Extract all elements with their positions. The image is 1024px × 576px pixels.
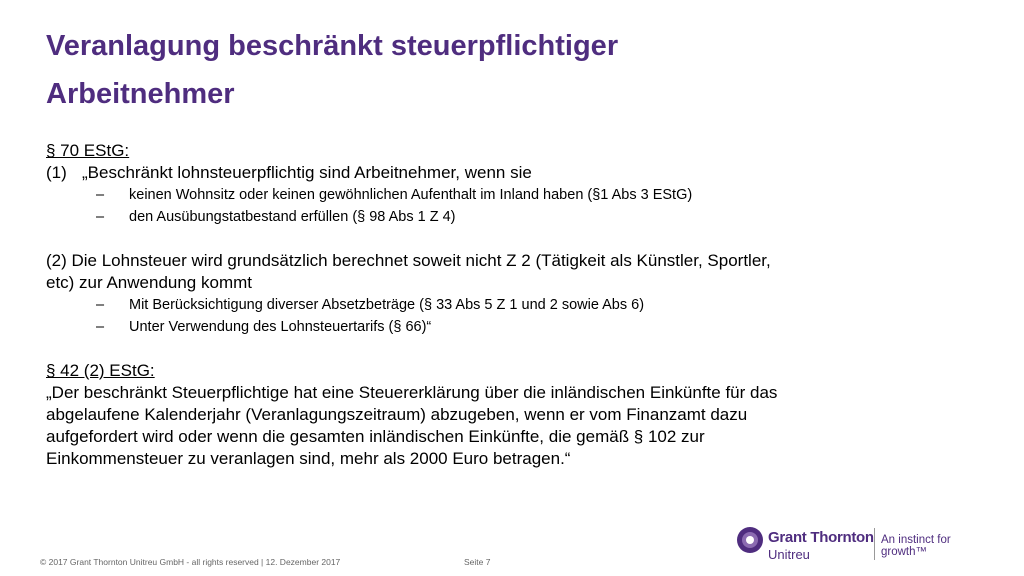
page-number: Seite 7	[464, 557, 491, 567]
logo-sub: Unitreu	[768, 547, 810, 562]
bullet-item	[46, 206, 966, 228]
bullet-item	[46, 316, 966, 338]
bullet-text: Unter Verwendung des Lohnsteuertarifs (§ 66)“	[129, 319, 432, 335]
logo-tagline: An instinct for growth™	[881, 534, 951, 558]
paragraph-2-line-1: (2) Die Lohnsteuer wird grundsätzlich berechnet soweit nicht Z 2 (Tätigkeit als Künstler, Sportler,	[46, 251, 771, 270]
section-heading-70-estg: § 70 EStG:	[46, 141, 130, 160]
section-heading-42-estg: § 42 (2) EStG:	[46, 361, 155, 380]
paragraph-1	[46, 162, 966, 184]
bullet-text: keinen Wohnsitz oder keinen gewöhnlichen Aufenthalt im Inland haben (§1 Abs 3 EStG)	[129, 187, 693, 203]
dash-bullet: –	[96, 319, 105, 335]
quote-line: „Der beschränkt Steuerpflichtige hat eine Steuererklärung über die inländischen Einkünfte für das	[46, 383, 778, 402]
slide-title-line-1: Veranlagung beschränkt steuerpflichtiger	[46, 30, 619, 62]
quote-line: Einkommensteuer zu veranlagen sind, mehr als 2000 Euro betragen.“	[46, 449, 571, 468]
paragraph-2-line-2: etc) zur Anwendung kommt	[46, 273, 252, 292]
slide-title-line-2: Arbeitnehmer	[46, 78, 235, 110]
logo-mark-icon	[736, 526, 764, 554]
bullet-text: Mit Berücksichtigung diverser Absetzbeträge (§ 33 Abs 5 Z 1 und 2 sowie Abs 6)	[129, 297, 645, 313]
dash-bullet: –	[96, 187, 105, 203]
slide-content	[46, 140, 966, 470]
footer-copyright: © 2017 Grant Thornton Unitreu GmbH - all rights reserved | 12. Dezember 2017	[40, 557, 341, 567]
dash-bullet: –	[96, 209, 105, 225]
bullet-text: den Ausübungstatbestand erfüllen (§ 98 Abs 1 Z 4)	[129, 209, 456, 225]
grant-thornton-logo	[736, 526, 986, 566]
quote-line: abgelaufene Kalenderjahr (Veranlagungszeitraum) abzugeben, wenn er vom Finanzamt dazu	[46, 405, 748, 424]
bullet-item	[46, 294, 966, 316]
paragraph-number: (1)	[46, 163, 67, 182]
bullet-item	[46, 184, 966, 206]
logo-separator	[874, 528, 875, 560]
dash-bullet: –	[96, 297, 105, 313]
quote-line: aufgefordert wird oder wenn die gesamten inländischen Einkünfte, die gemäß § 102 zur	[46, 427, 705, 446]
paragraph-text: „Beschränkt lohnsteuerpflichtig sind Arbeitnehmer, wenn sie	[82, 163, 532, 182]
logo-name: Grant Thornton	[768, 529, 874, 546]
slide-title	[46, 22, 986, 118]
